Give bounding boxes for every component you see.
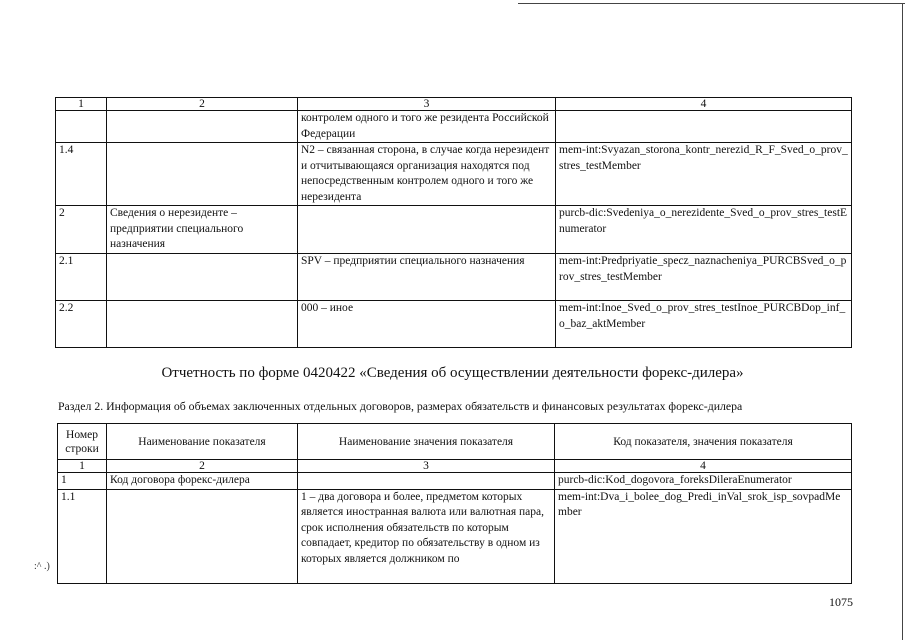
column-number: 4	[556, 98, 852, 111]
form-title: Отчетность по форме 0420422 «Сведения об осуществлении деятельности форекс-дилера»	[161, 365, 744, 381]
row-number: 2.2	[56, 301, 107, 348]
indicator-name: Код договора форекс-дилера	[107, 473, 298, 490]
indicator-code: mem-int:Predpriyatie_specz_naznacheniya_PURCBSved_o_prov_stres_testMember	[556, 254, 852, 301]
indicator-name	[107, 301, 298, 348]
margin-marks: :^ .)	[34, 561, 50, 572]
section-title: Раздел 2. Информация об объемах заключенных отдельных договоров, размерах обязательств и финансовых результатах форекс-дилера	[58, 399, 743, 413]
indicator-name	[107, 143, 298, 206]
value-name	[298, 473, 555, 490]
row-number: 1.1	[58, 489, 107, 583]
column-number-row	[56, 98, 852, 111]
value-name: SPV – предприятии специального назначения	[298, 254, 556, 301]
indicator-name	[107, 489, 298, 583]
column-number: 1	[58, 460, 107, 473]
header-indicator-name: Наименование показателя	[107, 424, 298, 460]
value-name	[298, 206, 556, 254]
header-value-name: Наименование значения показателя	[298, 424, 555, 460]
indicator-code: mem-int:Dva_i_bolee_dog_Predi_inVal_srok_isp_sovpadMember	[555, 489, 852, 583]
value-name: 000 – иное	[298, 301, 556, 348]
row-number: 1.4	[56, 143, 107, 206]
table-row	[56, 111, 852, 143]
column-number: 3	[298, 460, 555, 473]
page-number: 1075	[829, 595, 853, 609]
table-row	[58, 489, 852, 583]
column-number: 4	[555, 460, 852, 473]
indicator-code	[556, 111, 852, 143]
indicator-code: purcb-dic:Kod_dogovora_foreksDileraEnumerator	[555, 473, 852, 490]
table-header-row	[58, 424, 852, 460]
table-row	[58, 473, 852, 490]
row-number	[56, 111, 107, 143]
column-number: 3	[298, 98, 556, 111]
indicator-code: mem-int:Svyazan_storona_kontr_nerezid_R_F_Sved_o_prov_stres_testMember	[556, 143, 852, 206]
page-edge-right	[902, 3, 903, 640]
column-number: 1	[56, 98, 107, 111]
row-number: 1	[58, 473, 107, 490]
indicator-code: mem-int:Inoe_Sved_o_prov_stres_testInoe_PURCBDop_inf_o_baz_aktMember	[556, 301, 852, 348]
header-row-number: Номер строки	[58, 424, 107, 460]
table-row	[56, 254, 852, 301]
table-continued	[55, 97, 852, 348]
column-number-row	[58, 460, 852, 473]
header-code: Код показателя, значения показателя	[555, 424, 852, 460]
table-row	[56, 206, 852, 254]
table-section-2	[57, 423, 852, 584]
value-name: N2 – связанная сторона, в случае когда нерезидент и отчитывающаяся организация находятся под непосредственным контролем одного и того же нерезидента	[298, 143, 556, 206]
indicator-name	[107, 111, 298, 143]
page-edge-top	[518, 3, 905, 4]
table-row	[56, 301, 852, 348]
column-number: 2	[107, 98, 298, 111]
value-name: 1 – два договора и более, предметом которых является иностранная валюта или валютная пара, срок исполнения обязательств по которым совпадает, кредитор по обязательству в одном из которых является должником по	[298, 489, 555, 583]
indicator-name: Сведения о нерезиденте – предприятии специального назначения	[107, 206, 298, 254]
indicator-code: purcb-dic:Svedeniya_o_nerezidente_Sved_o_prov_stres_testEnumerator	[556, 206, 852, 254]
column-number: 2	[107, 460, 298, 473]
value-name: контролем одного и того же резидента Российской Федерации	[298, 111, 556, 143]
row-number: 2	[56, 206, 107, 254]
table-row	[56, 143, 852, 206]
row-number: 2.1	[56, 254, 107, 301]
indicator-name	[107, 254, 298, 301]
